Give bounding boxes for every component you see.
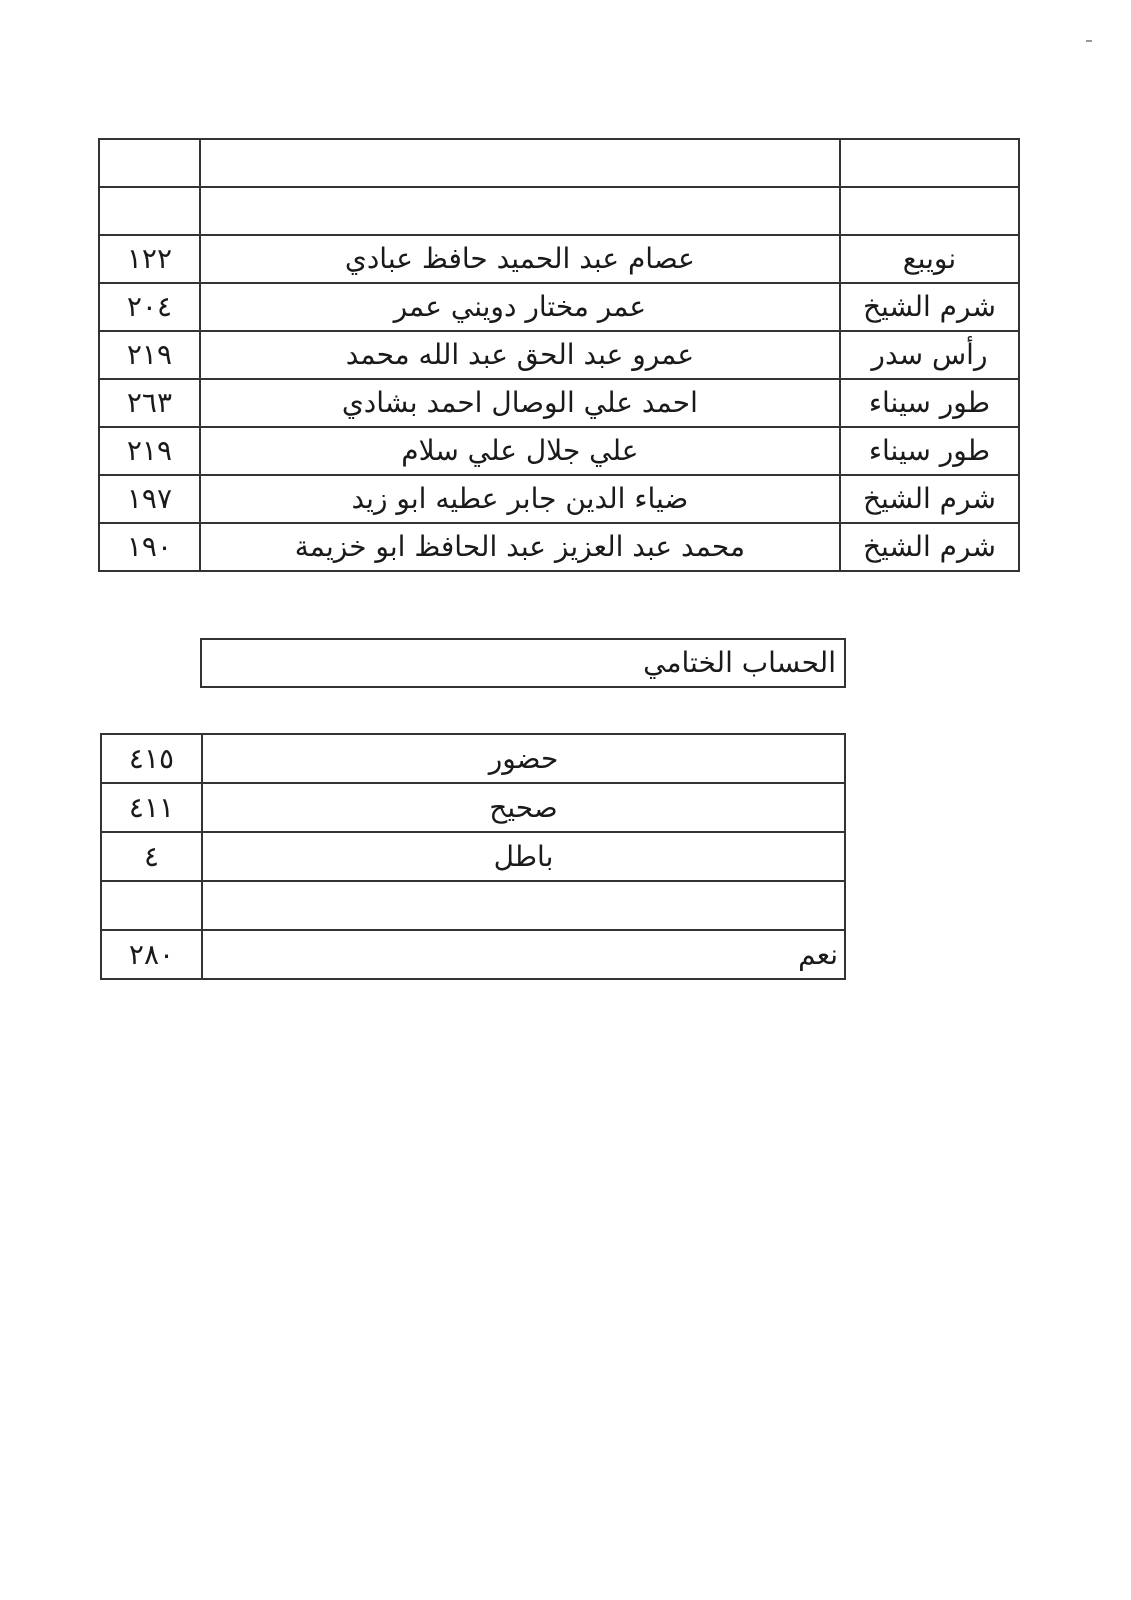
candidate-row bbox=[99, 331, 1019, 379]
candidate-votes bbox=[99, 187, 200, 235]
summary-value: ٤ bbox=[101, 832, 202, 881]
candidate-votes: ١٢٢ bbox=[99, 235, 200, 283]
candidate-row bbox=[99, 139, 1019, 187]
candidate-area: طور سيناء bbox=[840, 379, 1019, 427]
candidate-row bbox=[99, 475, 1019, 523]
candidate-votes: ٢٦٣ bbox=[99, 379, 200, 427]
candidate-area: شرم الشيخ bbox=[840, 475, 1019, 523]
summary-row bbox=[101, 783, 845, 832]
candidate-votes bbox=[99, 139, 200, 187]
summary-value bbox=[101, 881, 202, 930]
candidate-area bbox=[840, 187, 1019, 235]
candidate-area: نويبع bbox=[840, 235, 1019, 283]
summary-value: ٤١٥ bbox=[101, 734, 202, 783]
candidate-votes: ١٩٧ bbox=[99, 475, 200, 523]
summary-value: ٤١١ bbox=[101, 783, 202, 832]
final-account-box bbox=[200, 638, 846, 688]
candidate-votes: ٢١٩ bbox=[99, 427, 200, 475]
candidate-area: شرم الشيخ bbox=[840, 523, 1019, 571]
candidate-row bbox=[99, 427, 1019, 475]
candidate-row bbox=[99, 187, 1019, 235]
candidate-area: طور سيناء bbox=[840, 427, 1019, 475]
summary-table bbox=[100, 733, 846, 980]
candidate-name: احمد علي الوصال احمد بشادي bbox=[200, 379, 840, 427]
candidate-name: محمد عبد العزيز عبد الحافظ ابو خزيمة bbox=[200, 523, 840, 571]
final-account-title: الحساب الختامي bbox=[201, 639, 845, 687]
candidate-row bbox=[99, 523, 1019, 571]
scan-mark bbox=[1086, 40, 1092, 42]
summary-row bbox=[101, 930, 845, 979]
summary-label bbox=[202, 881, 845, 930]
candidate-area bbox=[840, 139, 1019, 187]
candidates-table bbox=[98, 138, 1020, 572]
candidate-row bbox=[99, 235, 1019, 283]
candidate-votes: ١٩٠ bbox=[99, 523, 200, 571]
candidate-area: رأس سدر bbox=[840, 331, 1019, 379]
candidate-name: ضياء الدين جابر عطيه ابو زيد bbox=[200, 475, 840, 523]
summary-row bbox=[101, 881, 845, 930]
summary-label: حضور bbox=[202, 734, 845, 783]
candidate-name: عمر مختار دويني عمر bbox=[200, 283, 840, 331]
candidate-name: عصام عبد الحميد حافظ عبادي bbox=[200, 235, 840, 283]
candidate-area: شرم الشيخ bbox=[840, 283, 1019, 331]
summary-row bbox=[101, 832, 845, 881]
candidate-name: علي جلال علي سلام bbox=[200, 427, 840, 475]
candidate-votes: ٢١٩ bbox=[99, 331, 200, 379]
candidate-name bbox=[200, 139, 840, 187]
final-account-row bbox=[201, 639, 845, 687]
summary-label: نعم bbox=[202, 930, 845, 979]
summary-row bbox=[101, 734, 845, 783]
candidate-votes: ٢٠٤ bbox=[99, 283, 200, 331]
summary-value: ٢٨٠ bbox=[101, 930, 202, 979]
candidate-row bbox=[99, 283, 1019, 331]
candidate-name: عمرو عبد الحق عبد الله محمد bbox=[200, 331, 840, 379]
candidate-row bbox=[99, 379, 1019, 427]
summary-label: باطل bbox=[202, 832, 845, 881]
summary-label: صحيح bbox=[202, 783, 845, 832]
candidate-name bbox=[200, 187, 840, 235]
